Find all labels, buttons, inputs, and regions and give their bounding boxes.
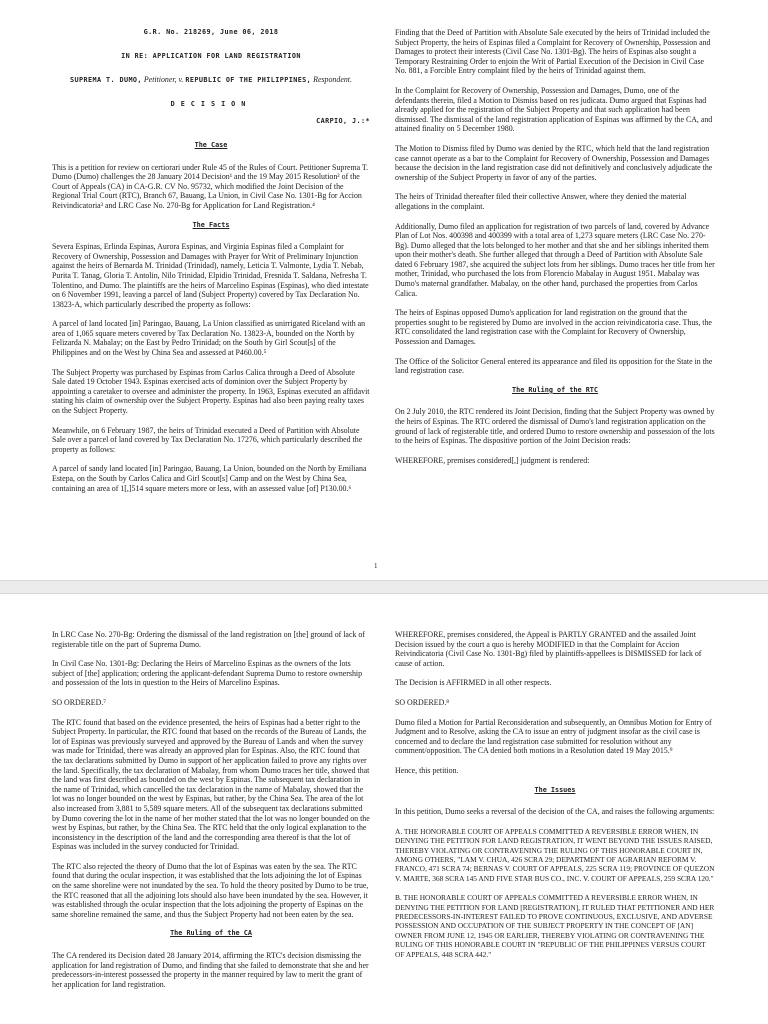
paragraph: Meanwhile, on 6 February 1987, the heirs of Trinidad executed a Deed of Partition with Absolute Sale over a parcel of land covered by Tax Declaration No. 17276, which particularly described the property as follows: [52,425,363,454]
paragraph: Hence, this petition. [395,765,459,775]
paragraph: This is a petition for review on certiorari under Rule 45 of the Rules of Court. Petitioner Suprema T. Dumo (Dumo) challenges the 28 January 2014 Decision¹ and the 19 May 2015 Resolution² of the Court of Appeals (CA) in CA-G.R. CV No. 95732, which modified the Joint Decision of the Regional Trial Court (RTC), Branch 67, Bauang, La Union, in Civil Case No. 1301-Bg for Accion Reivindicatoria³ and LRC Case No. 270-Bg for Application for Land Registration.⁴ [52,162,369,210]
section-heading-the-facts: The Facts [192,220,230,229]
ponente: CARPIO, J.:* [316,117,370,126]
parties-line [52,75,370,86]
paragraph: The heirs of Trinidad thereafter filed their collective Answer, where they denied the material allegations in the complaint. [395,192,687,211]
paragraph: SO ORDERED.⁸ [395,697,450,707]
paragraph: The RTC also rejected the theory of Dumo that the lot of Espinas was eaten by the sea. The RTC found that during the ocular inspection, it was established that the lots adjoining the lot of Espinas on the same shoreline were not inundated by the sea. To hold the theory posited by Dumo to be true, the RTC reasoned that all the adjoining lots should also have been inundated by the sea. However, it was established through the ocular inspection that the lots adjoining the property of Espinas on the same shoreline remained the same, and thus the Subject Property had not been eaten by the sea. [52,861,369,919]
paragraph: The Subject Property was purchased by Espinas from Carlos Calica through a Deed of Absolute Sale dated 19 October 1943. Espinas exercised acts of dominion over the Subject Property by appointing a caretaker to oversee and administer the property. In 1963, Espinas executed an affidavit stating his claim of ownership over the Subject Property. Espinas had also been paying realty taxes on the Subject Property. [52,367,370,416]
paragraph: In the Complaint for Recovery of Ownership, Possession and Damages, Dumo, one of the defendants therein, filed a Motion to Dismiss based on res judicata. Dumo argued that Espinas had already applied for the registration of the Subject Property and that such application had been dismissed. The dismissal of the land registration application of Espinas was affirmed by the CA, and attained finality on 5 December 1980. [395,85,713,134]
paragraph: The Motion to Dismiss filed by Dumo was denied by the RTC, which held that the land registration case cannot operate as a bar to the Complaint for Recovery of Ownership, Possession and Damages because the decision in the land registration case did not definitively and conclusively adjudicate the ownership of the Subject Property in favor of any of the parties. [395,143,713,182]
respondent-role: Respondent. [311,75,352,85]
petitioner-role: Petitioner, v. [141,75,186,85]
section-heading-ruling-of-rtc: The Ruling of the RTC [512,385,598,394]
section-heading-the-issues: The Issues [534,785,576,794]
petitioner-name: SUPREMA T. DUMO, [70,76,142,85]
issue-b: B. THE HONORABLE COURT OF APPEALS COMMITTED A REVERSIBLE ERROR WHEN, IN DENYING THE PETITION FOR LAND [REGISTRATION], IT RULED THAT PETITIONER AND HER PREDECESSORS-IN-INTEREST FAILED TO PROVE CONTINUOUS, EXCLUSIVE, AND ADVERSE POSSESSION AND OCCUPATION OF THE SUBJECT PROPERTY IN THE CONCEPT OF [AN] OWNER FROM JUNE 12, 1945 OR EARLIER, THEREBY VIOLATING OR CONTRAVENING THE RULING OF THIS HONORABLE COURT IN "REPUBLIC OF THE PHILIPPINES VERSUS COURT OF APPEALS, 448 SCRA 442." [395,893,715,959]
paragraph: Dumo filed a Motion for Partial Reconsideration and subsequently, an Omnibus Motion for Entry of Judgment and to Resolve, asking the CA to issue an entry of judgment insofar as the civil case is concerned and to declare the land registration case submitted for resolution without any comment/opposition. The CA denied both motions in a Resolution dated 19 May 2015.⁹ [395,717,712,756]
paragraph: The Decision is AFFIRMED in all other respects. [395,678,552,688]
case-title: IN RE: APPLICATION FOR LAND REGISTRATION [121,51,301,60]
gr-number: G.R. No. 218269, June 06, 2018 [143,28,279,36]
decision-heading: DECISION [170,99,252,108]
quoted-paragraph: A parcel of land located [in] Paringao, Bauang, La Union classified as unirrigated Riceland with an area of 1,065 square meters covered by Tax Declaration No. 13823-A, bounded on the North by Felizarda N. Mabalay; on the East by Pedro Trinidad; on the South by Girl Scout[s] of the Philippines and on the West by China Sea and assessed at P460.00.⁵ [52,319,366,358]
quoted-paragraph: A parcel of sandy land located [in] Paringao, Bauang, La Union, bounded on the North by Emiliana Estepa, on the South by Carlos Calica and Girl Scout[s] Camp and on the West by China Sea, containing an area of 1[,]514 square meters more or less, with an assessed value [of] P130.00.⁶ [52,464,367,493]
paragraph: The Office of the Solicitor General entered its appearance and filed its opposition for the State in the land registration case. [395,356,713,376]
paragraph: The heirs of Espinas opposed Dumo's application for land registration on the ground that the properties sought to be registered by Dumo are involved in the accion reivindicatoria case. Thus, the RTC consolidated the land registration case with the Complaint for Recovery of Ownership, Possession and Damages. [395,308,712,347]
page-2-left-column [52,630,370,999]
paragraph: The CA rendered its Decision dated 28 January 2014, affirming the RTC's decision dismissing the application for land registration of Dumo, and finding that she failed to demonstrate that she and her predecessors-in-interest possessed the property in the manner required by law to merit the grant of her application for land registration. [52,951,369,989]
paragraph: Severa Espinas, Erlinda Espinas, Aurora Espinas, and Virginia Espinas filed a Complaint for Recovery of Ownership, Possession and Damages with Prayer for Writ of Preliminary Injunction against the heirs of Bernarda M. Trinidad (Trinidad), namely, Leticia T. Valmonte, Lydia T. Nebab, Purita T. Tanag, Gloria T. Antolin, Nilo Trinidad, Elpidio Trinidad, Fresnida T. Saldana, Nefresha T. Tolentino, and Dumo. The plaintiffs are the heirs of Marcelino Espinas (Espinas), who died intestate on 6 November 1991, leaving a parcel of land (Subject Property) covered by Tax Declaration No. 13823-A, which particularly described the property as follows: [52,242,369,309]
page-number: 1 [374,562,378,570]
paragraph: The RTC found that based on the evidence presented, the heirs of Espinas had a better right to the Subject Property. In particular, the RTC found that based on the records of the Bureau of Lands, the lot of Espinas was previously surveyed and approved by the Bureau of Lands and when the survey was made for Trinidad, there was already an approved plan for Espinas. Also, the RTC found that the tax declarations submitted by Dumo in support of her application failed to prove any rights over the land. Specifically, the tax declaration of Mabalay, from whom Dumo traces her title, showed that the land was first described as bounded on the west by Espinas. The subsequent tax declaration in the name of Trinidad, which cancelled the tax declaration in the name of Mabalay, showed that the lot was no longer bounded on the west by Espinas, but rather, by the China Sea. The area of the lot also increased from 3,881 to 5,589 square meters. All of the subsequent tax declarations submitted by Dumo covering the lot in the name of her mother stated that the lot was no longer bounded on the west by Espinas, but rather, by the China Sea. The RTC held that the only logical explanation to the inconsistency in the description of the land and the corresponding area thereof is that the lot of Espinas was included in the survey conducted for Trinidad. [52,717,370,852]
paragraph: Additionally, Dumo filed an application for registration of two parcels of land, covered by Advance Plan of Lot Nos. 400398 and 400399 with a total area of 1,273 square meters (LRC Case No. 270-Bg). Dumo alleged that the lots belonged to her mother and that she and her siblings inherited them upon their mother's death. She further alleged that through a Deed of Partition with Absolute Sale dated 6 February 1987, she acquired the subject lots from her siblings. Dumo traces her title from her mother, Trinidad, who purchased the lots from Florencio Mabalay in August 1951. Mabalay was Dumo's maternal grandfather. Mabalay, on the other hand, purchased the properties from Carlos Calica. [395,221,715,298]
section-heading-ruling-of-ca: The Ruling of the CA [170,929,252,938]
paragraph: SO ORDERED.⁷ [52,697,107,707]
paragraph: WHEREFORE, premises considered[,] judgment is rendered: [395,455,590,465]
paragraph: WHEREFORE, premises considered, the Appeal is PARTLY GRANTED and the assailed Joint Decision issued by the court a quo is hereby MODIFIED in that the Complaint for Accion Reivindicatoria (Civil Case No. 1301-Bg) filed by plaintiffs-appellees is DISMISSED for lack of cause of action. [395,630,702,668]
section-heading-the-case: The Case [194,140,228,149]
page-1-left-column [52,28,370,503]
paragraph: Finding that the Deed of Partition with Absolute Sale executed by the heirs of Trinidad included the Subject Property, the heirs of Espinas filed a Complaint for Recovery of Ownership, Possession and Damages to protect their interests (Civil Case No. 1301-Bg). The heirs of Espinas also sought a Temporary Restraining Order to enjoin the Writ of Partial Execution of the Decision in Civil Case No. 881, a Forcible Entry complaint filed by the heirs of Trinidad against them. [395,28,711,76]
paragraph: In LRC Case No. 270-Bg: Ordering the dismissal of the land registration on [the] ground of lack of registerable title on the part of Suprema Dumo. [52,630,365,649]
page-2 [0,594,768,1024]
issue-a: A. THE HONORABLE COURT OF APPEALS COMMITTED A REVERSIBLE ERROR WHEN, IN DENYING THE PETITION FOR LAND REGISTRATION, IT WENT BEYOND THE ISSUES RAISED, THEREBY VIOLATING OR CONTRAVENING THE RULING OF THIS HONORABLE COURT IN, AMONG OTHERS, "LAM V. CHUA, 426 SCRA 29; DEPARTMENT OF AGRARIAN REFORM V. FRANCO, 471 SCRA 74; BERNAS V. COURT OF APPEALS, 225 SCRA 119; PROVINCE OF QUEZON V. MARTE, 368 SCRA 145 AND FIVE STAR BUS CO., INC. V. COURT OF APPEALS, 259 SCRA 120." [395,826,715,883]
page-1-right-column [395,28,715,475]
paragraph: In Civil Case No. 1301-Bg: Declaring the Heirs of Marcelino Espinas as the owners of the lots subject of [the] application; ordering the applicant-defendant Suprema Dumo to restore ownership and possession of the lots in question to the Heirs of Marcelino Espinas. [52,659,363,688]
respondent-name: REPUBLIC OF THE PHILIPPINES, [185,76,312,85]
paragraph: In this petition, Dumo seeks a reversal of the decision of the CA, and raises the following arguments: [395,807,715,817]
paragraph: On 2 July 2010, the RTC rendered its Joint Decision, finding that the Subject Property was owned by the heirs of Espinas. The RTC ordered the dismissal of Dumo's land registration application on the ground of lack of registerable title, and ordered Dumo to restore ownership and possession of the lots to the heirs of Espinas. The dispositive portion of the Joint Decision reads: [395,407,715,446]
page-2-right-column [395,630,715,969]
page-separator [0,580,768,594]
